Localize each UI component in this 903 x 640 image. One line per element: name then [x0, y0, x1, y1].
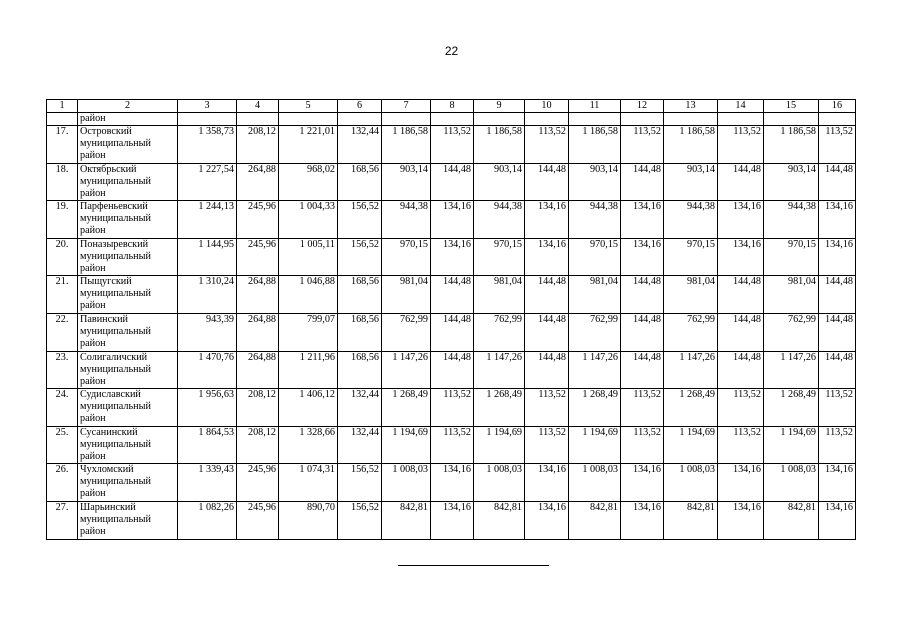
table-cell	[621, 113, 664, 126]
value-cell: 113,52	[621, 389, 664, 427]
value-cell: 144,48	[621, 313, 664, 351]
value-cell: 799,07	[279, 313, 338, 351]
value-cell: 762,99	[664, 313, 718, 351]
value-cell: 1 008,03	[664, 464, 718, 502]
value-cell: 168,56	[338, 313, 382, 351]
district-name-cell: Островский муниципальный район	[78, 126, 178, 164]
table-row	[47, 276, 856, 314]
value-cell: 134,16	[819, 238, 856, 276]
table-row	[47, 351, 856, 389]
row-number-cell: 22.	[47, 313, 78, 351]
value-cell: 970,15	[474, 238, 525, 276]
value-cell: 144,48	[819, 163, 856, 201]
value-cell: 1 211,96	[279, 351, 338, 389]
value-cell: 113,52	[431, 426, 474, 464]
value-cell: 890,70	[279, 501, 338, 539]
value-cell: 1 147,26	[382, 351, 431, 389]
value-cell: 264,88	[237, 313, 279, 351]
value-cell: 1 147,26	[664, 351, 718, 389]
value-cell: 144,48	[621, 163, 664, 201]
header-cell: 9	[474, 100, 525, 113]
value-cell: 113,52	[431, 389, 474, 427]
value-cell: 144,48	[431, 276, 474, 314]
value-cell: 1 194,69	[382, 426, 431, 464]
data-table	[46, 99, 856, 540]
header-cell: 1	[47, 100, 78, 113]
value-cell: 134,16	[431, 464, 474, 502]
value-cell: 1 147,26	[474, 351, 525, 389]
value-cell: 1 194,69	[664, 426, 718, 464]
district-name-cell: Октябрьский муниципальный район	[78, 163, 178, 201]
value-cell: 134,16	[621, 464, 664, 502]
district-name-cell: Поназыревский муниципальный район	[78, 238, 178, 276]
value-cell: 1 046,88	[279, 276, 338, 314]
table-row	[47, 126, 856, 164]
value-cell: 1 186,58	[664, 126, 718, 164]
value-cell: 1 008,03	[764, 464, 819, 502]
value-cell: 1 074,31	[279, 464, 338, 502]
row-number-cell: 20.	[47, 238, 78, 276]
value-cell: 134,16	[525, 501, 569, 539]
value-cell: 842,81	[569, 501, 621, 539]
table-cell	[237, 113, 279, 126]
value-cell: 168,56	[338, 276, 382, 314]
value-cell: 144,48	[431, 351, 474, 389]
table-row	[47, 501, 856, 539]
value-cell: 134,16	[621, 201, 664, 239]
value-cell: 1 227,54	[178, 163, 237, 201]
header-cell: 6	[338, 100, 382, 113]
value-cell: 1 186,58	[382, 126, 431, 164]
value-cell: 944,38	[474, 201, 525, 239]
value-cell: 903,14	[474, 163, 525, 201]
table-cell	[279, 113, 338, 126]
value-cell: 144,48	[525, 351, 569, 389]
value-cell: 968,02	[279, 163, 338, 201]
value-cell: 208,12	[237, 426, 279, 464]
value-cell: 144,48	[525, 276, 569, 314]
row-number-cell: 25.	[47, 426, 78, 464]
value-cell: 208,12	[237, 389, 279, 427]
value-cell: 1 008,03	[474, 464, 525, 502]
table-row	[47, 389, 856, 427]
value-cell: 264,88	[237, 351, 279, 389]
value-cell: 134,16	[431, 238, 474, 276]
value-cell: 132,44	[338, 389, 382, 427]
table-cell	[764, 113, 819, 126]
value-cell: 134,16	[718, 501, 764, 539]
value-cell: 981,04	[474, 276, 525, 314]
value-cell: 156,52	[338, 501, 382, 539]
value-cell: 156,52	[338, 201, 382, 239]
header-cell: 14	[718, 100, 764, 113]
value-cell: 903,14	[764, 163, 819, 201]
value-cell: 134,16	[525, 201, 569, 239]
value-cell: 113,52	[718, 426, 764, 464]
value-cell: 113,52	[621, 126, 664, 164]
value-cell: 245,96	[237, 201, 279, 239]
value-cell: 144,48	[819, 276, 856, 314]
header-cell: 2	[78, 100, 178, 113]
table-cell	[178, 113, 237, 126]
header-cell: 4	[237, 100, 279, 113]
value-cell: 903,14	[382, 163, 431, 201]
value-cell: 981,04	[382, 276, 431, 314]
value-cell: 245,96	[237, 501, 279, 539]
value-cell: 1 186,58	[569, 126, 621, 164]
table-cell	[718, 113, 764, 126]
value-cell: 1 186,58	[764, 126, 819, 164]
header-cell: 16	[819, 100, 856, 113]
value-cell: 1 005,11	[279, 238, 338, 276]
district-name-cell: Сусанинский муниципальный район	[78, 426, 178, 464]
district-name-cell: Пыщугский муниципальный район	[78, 276, 178, 314]
continuation-cell: район	[78, 113, 178, 126]
table-cell	[664, 113, 718, 126]
table-row	[47, 464, 856, 502]
value-cell: 981,04	[764, 276, 819, 314]
value-cell: 842,81	[474, 501, 525, 539]
value-cell: 134,16	[718, 464, 764, 502]
value-cell: 1 956,63	[178, 389, 237, 427]
value-cell: 842,81	[664, 501, 718, 539]
value-cell: 944,38	[382, 201, 431, 239]
header-cell: 5	[279, 100, 338, 113]
value-cell: 1 008,03	[382, 464, 431, 502]
value-cell: 970,15	[382, 238, 431, 276]
value-cell: 903,14	[664, 163, 718, 201]
value-cell: 245,96	[237, 464, 279, 502]
value-cell: 264,88	[237, 276, 279, 314]
row-number-cell: 23.	[47, 351, 78, 389]
value-cell: 144,48	[718, 276, 764, 314]
value-cell: 144,48	[718, 351, 764, 389]
row-number-cell: 19.	[47, 201, 78, 239]
value-cell: 981,04	[569, 276, 621, 314]
row-number-cell: 27.	[47, 501, 78, 539]
value-cell: 1 339,43	[178, 464, 237, 502]
table-cell	[431, 113, 474, 126]
header-cell: 8	[431, 100, 474, 113]
value-cell: 132,44	[338, 126, 382, 164]
value-cell: 1 268,49	[569, 389, 621, 427]
header-row	[47, 100, 856, 113]
value-cell: 1 328,66	[279, 426, 338, 464]
value-cell: 113,52	[819, 126, 856, 164]
value-cell: 113,52	[718, 389, 764, 427]
value-cell: 144,48	[431, 313, 474, 351]
header-cell: 12	[621, 100, 664, 113]
table-cell	[474, 113, 525, 126]
value-cell: 1 268,49	[382, 389, 431, 427]
value-cell: 113,52	[819, 389, 856, 427]
value-cell: 134,16	[718, 238, 764, 276]
value-cell: 1 268,49	[764, 389, 819, 427]
value-cell: 1 310,24	[178, 276, 237, 314]
value-cell: 842,81	[764, 501, 819, 539]
row-number-cell: 26.	[47, 464, 78, 502]
value-cell: 1 194,69	[764, 426, 819, 464]
value-cell: 144,48	[718, 313, 764, 351]
district-name-cell: Шарьинский муниципальный район	[78, 501, 178, 539]
header-cell: 3	[178, 100, 237, 113]
table-cell	[338, 113, 382, 126]
value-cell: 944,38	[664, 201, 718, 239]
page-number: 22	[444, 44, 459, 58]
table-row	[47, 426, 856, 464]
value-cell: 1 008,03	[569, 464, 621, 502]
value-cell: 1 406,12	[279, 389, 338, 427]
row-number-cell: 24.	[47, 389, 78, 427]
table-cell	[819, 113, 856, 126]
value-cell: 113,52	[621, 426, 664, 464]
district-name-cell: Чухломский муниципальный район	[78, 464, 178, 502]
value-cell: 981,04	[664, 276, 718, 314]
value-cell: 144,48	[431, 163, 474, 201]
value-cell: 1 147,26	[764, 351, 819, 389]
district-name-cell: Павинский муниципальный район	[78, 313, 178, 351]
value-cell: 144,48	[819, 351, 856, 389]
continuation-row	[47, 113, 856, 126]
value-cell: 144,48	[621, 276, 664, 314]
header-cell: 11	[569, 100, 621, 113]
value-cell: 134,16	[621, 501, 664, 539]
value-cell: 944,38	[569, 201, 621, 239]
value-cell: 113,52	[431, 126, 474, 164]
value-cell: 970,15	[664, 238, 718, 276]
table-row	[47, 201, 856, 239]
value-cell: 134,16	[819, 201, 856, 239]
row-number-cell: 17.	[47, 126, 78, 164]
value-cell: 113,52	[525, 426, 569, 464]
value-cell: 113,52	[819, 426, 856, 464]
value-cell: 113,52	[525, 126, 569, 164]
value-cell: 1 268,49	[474, 389, 525, 427]
value-cell: 1 864,53	[178, 426, 237, 464]
value-cell: 134,16	[525, 238, 569, 276]
value-cell: 762,99	[474, 313, 525, 351]
value-cell: 1 268,49	[664, 389, 718, 427]
table-cell	[569, 113, 621, 126]
district-name-cell: Парфеньевский муниципальный район	[78, 201, 178, 239]
value-cell: 156,52	[338, 238, 382, 276]
value-cell: 144,48	[718, 163, 764, 201]
value-cell: 1 082,26	[178, 501, 237, 539]
value-cell: 1 470,76	[178, 351, 237, 389]
value-cell: 903,14	[569, 163, 621, 201]
value-cell: 134,16	[819, 464, 856, 502]
value-cell: 134,16	[525, 464, 569, 502]
value-cell: 208,12	[237, 126, 279, 164]
header-cell: 7	[382, 100, 431, 113]
table-row	[47, 238, 856, 276]
value-cell: 1 004,33	[279, 201, 338, 239]
value-cell: 144,48	[621, 351, 664, 389]
value-cell: 134,16	[431, 501, 474, 539]
value-cell: 1 194,69	[474, 426, 525, 464]
value-cell: 168,56	[338, 351, 382, 389]
value-cell: 264,88	[237, 163, 279, 201]
table-cell	[382, 113, 431, 126]
table-row	[47, 313, 856, 351]
value-cell: 134,16	[718, 201, 764, 239]
value-cell: 134,16	[819, 501, 856, 539]
district-name-cell: Солигаличский муниципальный район	[78, 351, 178, 389]
value-cell: 144,48	[525, 163, 569, 201]
table-row	[47, 163, 856, 201]
row-number-cell: 21.	[47, 276, 78, 314]
value-cell: 762,99	[764, 313, 819, 351]
value-cell: 842,81	[382, 501, 431, 539]
row-number-cell: 18.	[47, 163, 78, 201]
value-cell: 1 186,58	[474, 126, 525, 164]
table-cell	[525, 113, 569, 126]
value-cell: 134,16	[431, 201, 474, 239]
value-cell: 1 194,69	[569, 426, 621, 464]
value-cell: 113,52	[525, 389, 569, 427]
value-cell: 113,52	[718, 126, 764, 164]
value-cell: 943,39	[178, 313, 237, 351]
value-cell: 944,38	[764, 201, 819, 239]
value-cell: 1 221,01	[279, 126, 338, 164]
district-name-cell: Судиславский муниципальный район	[78, 389, 178, 427]
value-cell: 144,48	[525, 313, 569, 351]
value-cell: 970,15	[569, 238, 621, 276]
header-cell: 13	[664, 100, 718, 113]
value-cell: 245,96	[237, 238, 279, 276]
value-cell: 762,99	[569, 313, 621, 351]
value-cell: 134,16	[621, 238, 664, 276]
value-cell: 1 244,13	[178, 201, 237, 239]
footer-rule	[398, 565, 549, 566]
table-cell	[47, 113, 78, 126]
value-cell: 1 147,26	[569, 351, 621, 389]
value-cell: 168,56	[338, 163, 382, 201]
header-cell: 10	[525, 100, 569, 113]
value-cell: 156,52	[338, 464, 382, 502]
value-cell: 970,15	[764, 238, 819, 276]
header-cell: 15	[764, 100, 819, 113]
value-cell: 762,99	[382, 313, 431, 351]
value-cell: 1 144,95	[178, 238, 237, 276]
value-cell: 1 358,73	[178, 126, 237, 164]
value-cell: 144,48	[819, 313, 856, 351]
value-cell: 132,44	[338, 426, 382, 464]
